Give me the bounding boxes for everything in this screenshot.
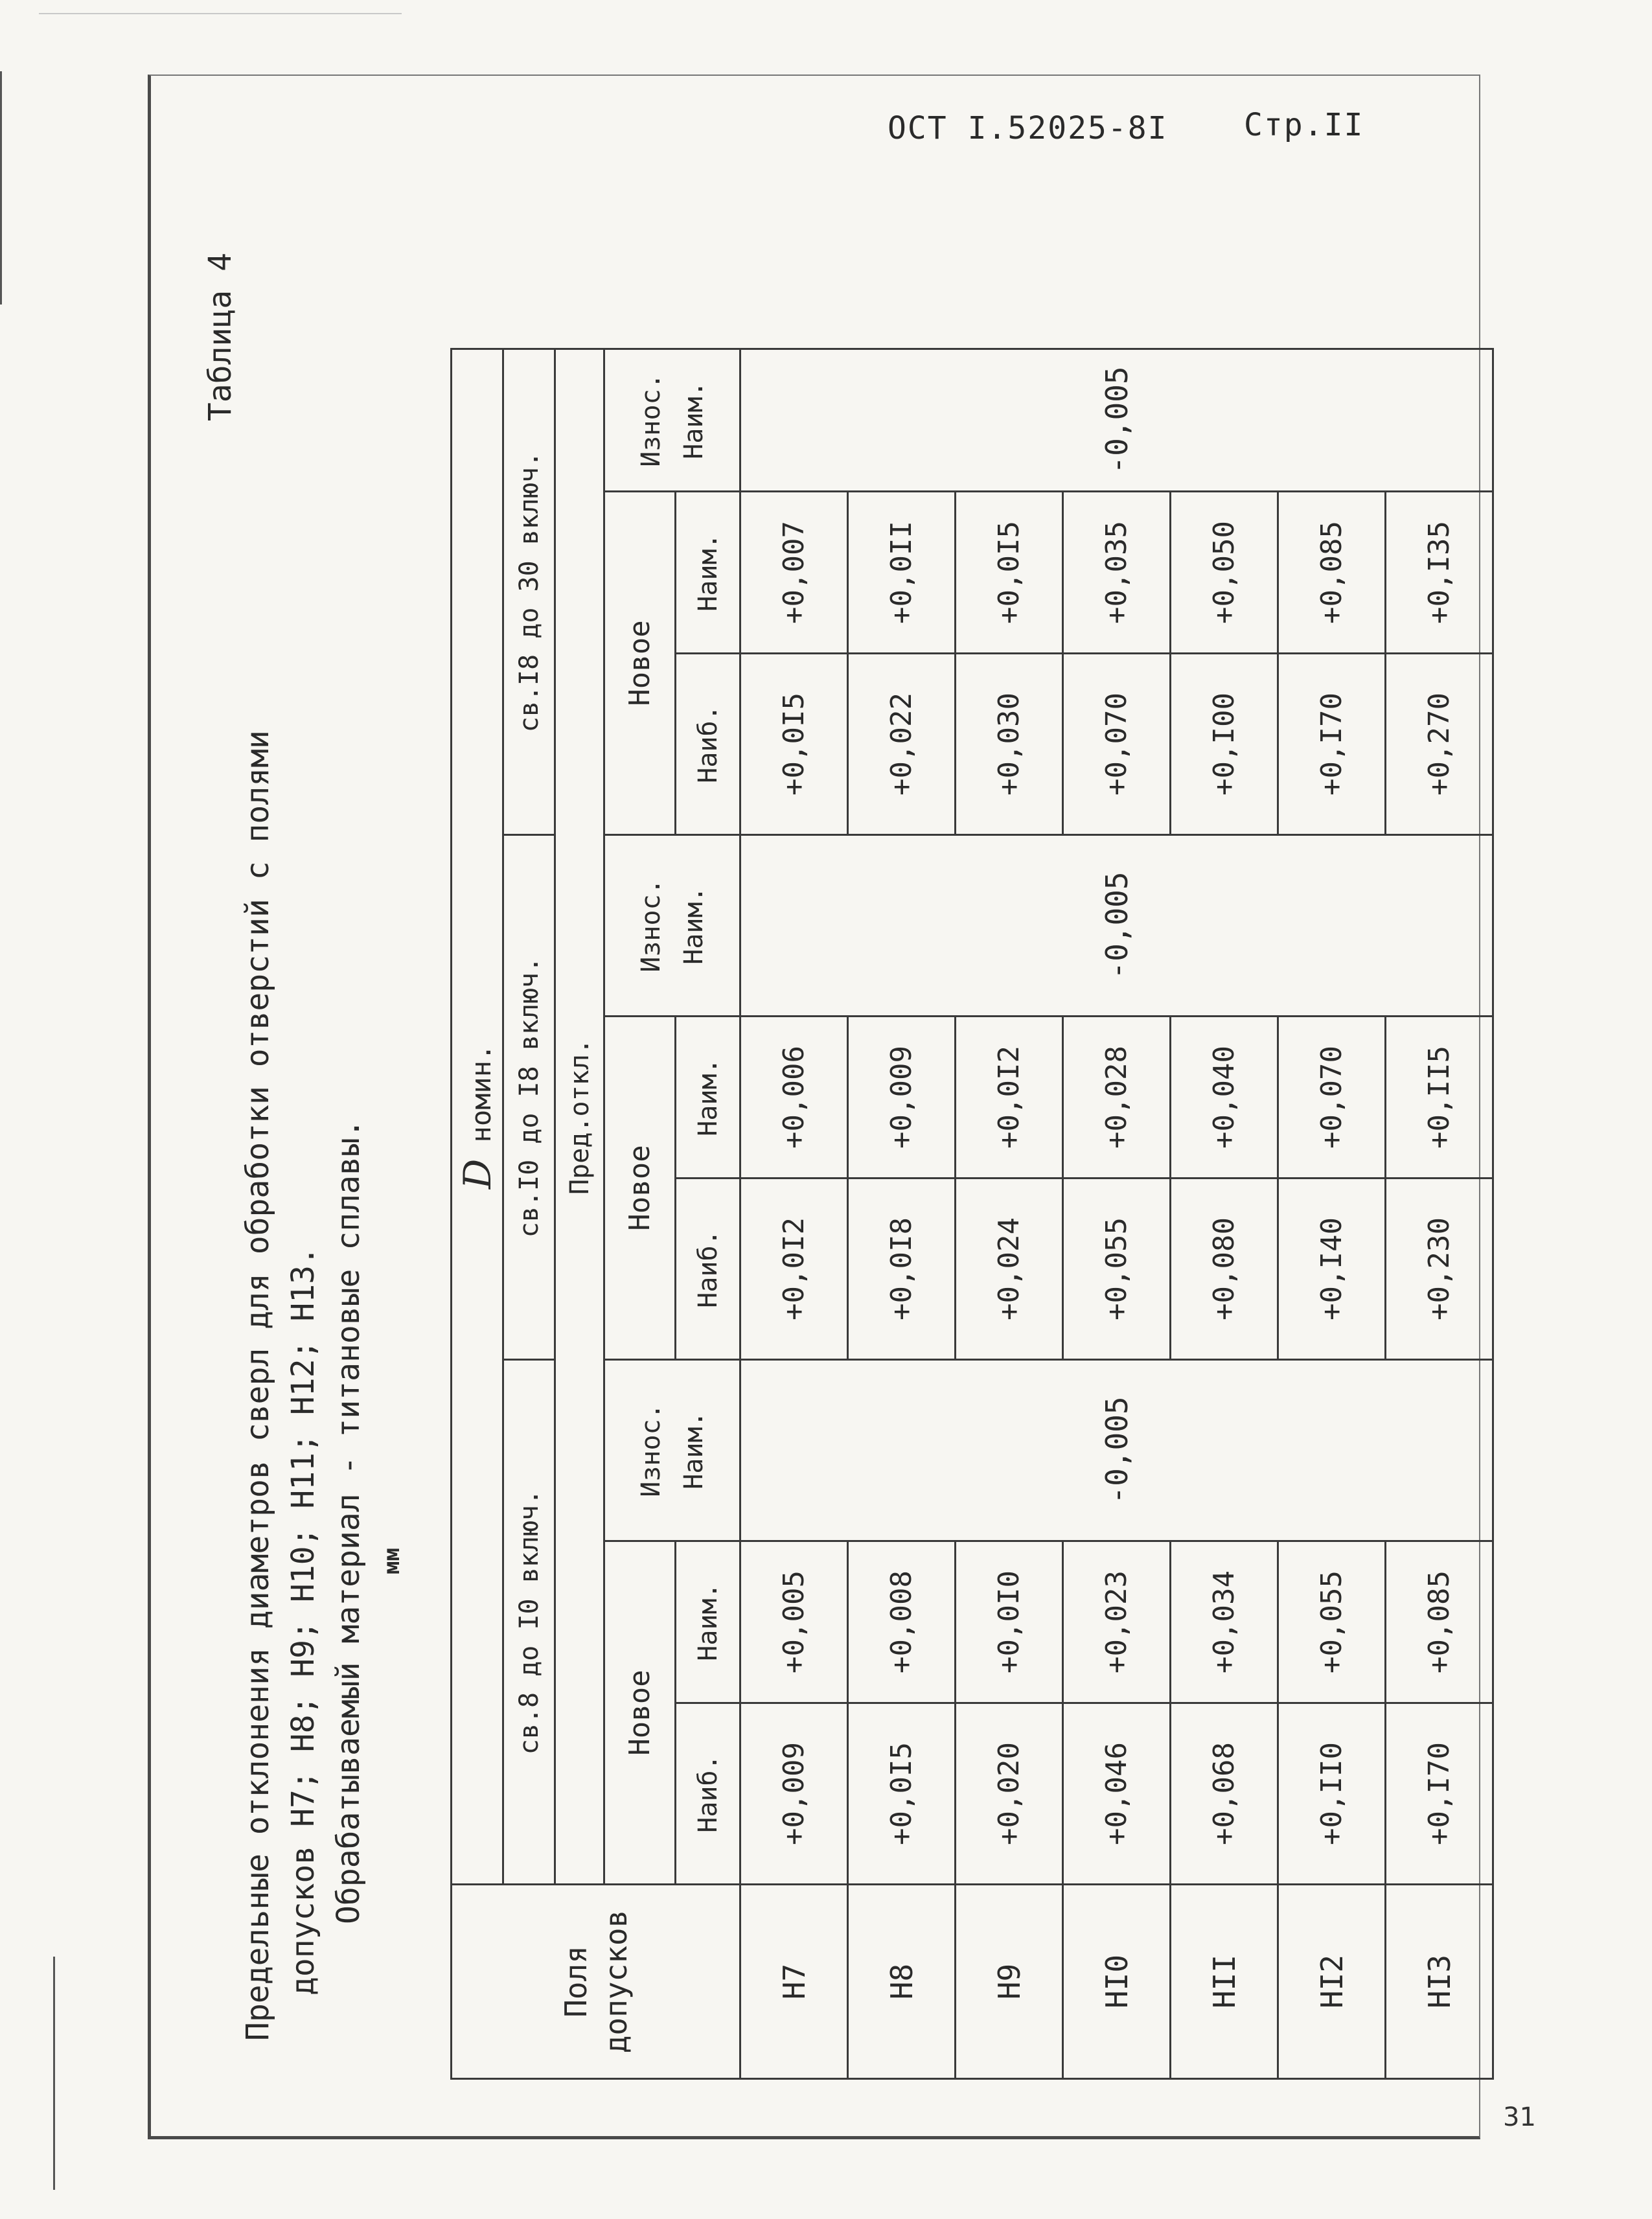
scan-edge-left	[0, 71, 2, 305]
d-symbol: D	[455, 1158, 499, 1190]
d-nominal-header	[452, 349, 503, 1885]
wear-value: -0,005	[740, 349, 1493, 492]
value-max: +0,I00	[1171, 654, 1278, 835]
tolerance-table	[450, 348, 1494, 2080]
value-max: +0,055	[1063, 1178, 1171, 1360]
caption-line-1: Предельные отклонения диаметров сверл для обработки отверстий с полями	[240, 730, 276, 2041]
units-label: мм	[379, 1548, 405, 1574]
max-header: Наиб.	[676, 1178, 740, 1360]
value-min: +0,005	[740, 1541, 848, 1703]
field-code: Н9	[956, 1885, 1063, 2079]
scan-edge-left-lower	[53, 1957, 55, 2190]
value-min: +0,085	[1278, 492, 1386, 654]
value-min: +0,034	[1171, 1541, 1278, 1703]
wear-value: -0,005	[740, 835, 1493, 1017]
value-max: +0,230	[1386, 1178, 1493, 1360]
min-header: Наим.	[676, 1541, 740, 1703]
field-header-label: Поля допусков	[558, 1909, 634, 2054]
min-header: Наим.	[676, 492, 740, 654]
field-code: НI3	[1386, 1885, 1493, 2079]
table-row	[956, 349, 1063, 2079]
wear-header-label: Износ.	[636, 879, 666, 972]
table-row	[848, 349, 956, 2079]
value-max: +0,270	[1386, 654, 1493, 835]
value-max: +0,020	[956, 1703, 1063, 1885]
value-max: +0,030	[956, 654, 1063, 835]
value-min: +0,0II	[848, 492, 956, 654]
field-code: Н7	[740, 1885, 848, 2079]
sheet-number: 31	[1503, 2102, 1536, 2132]
range-header: св.8 до I0 включ.	[503, 1360, 555, 1885]
value-min: +0,009	[848, 1017, 956, 1178]
value-max: +0,080	[1171, 1178, 1278, 1360]
value-min: +0,008	[848, 1541, 956, 1703]
field-code: НI2	[1278, 1885, 1386, 2079]
value-min: +0,085	[1386, 1541, 1493, 1703]
value-min: +0,040	[1171, 1017, 1278, 1178]
rotated-content	[202, 214, 1529, 2080]
value-min: +0,0I0	[956, 1541, 1063, 1703]
value-min: +0,023	[1063, 1541, 1171, 1703]
value-min: +0,028	[1063, 1017, 1171, 1178]
value-min: +0,070	[1278, 1017, 1386, 1178]
range-header: св.I8 до 30 включ.	[503, 349, 555, 835]
value-min: +0,035	[1063, 492, 1171, 654]
wear-header	[604, 349, 740, 492]
value-max: +0,I40	[1278, 1178, 1386, 1360]
value-max: +0,046	[1063, 1703, 1171, 1885]
wear-value: -0,005	[740, 1360, 1493, 1541]
table-body	[452, 349, 1493, 2079]
table-wrapper	[450, 348, 1494, 2080]
d-nominal-label: номин.	[465, 1044, 497, 1143]
wear-header	[604, 835, 740, 1017]
value-max: +0,0I5	[848, 1703, 956, 1885]
new-header: Новое	[604, 1541, 676, 1885]
wear-min-label: Наим.	[678, 886, 709, 965]
caption-line-3: Обрабатываемый материал - титановые сплавы.	[330, 1119, 367, 1924]
table-row	[1171, 349, 1278, 2079]
value-min: +0,0I2	[956, 1017, 1063, 1178]
deviation-header: Пред.откл.	[555, 349, 604, 1885]
field-code: НII	[1171, 1885, 1278, 2079]
wear-min-label: Наим.	[678, 381, 709, 459]
value-max: +0,0I5	[740, 654, 848, 835]
field-code: Н8	[848, 1885, 956, 2079]
wear-header-label: Износ.	[636, 1403, 666, 1497]
value-max: +0,009	[740, 1703, 848, 1885]
value-min: +0,0I5	[956, 492, 1063, 654]
standard-number: ОСТ I.52025-8I	[888, 110, 1168, 146]
caption-block	[202, 214, 453, 2080]
value-max: +0,II0	[1278, 1703, 1386, 1885]
wear-min-label: Наим.	[678, 1411, 709, 1489]
table-row	[1278, 349, 1386, 2079]
value-min: +0,007	[740, 492, 848, 654]
value-max: +0,068	[1171, 1703, 1278, 1885]
value-max: +0,0I8	[848, 1178, 956, 1360]
value-min: +0,006	[740, 1017, 848, 1178]
table-label: Таблица 4	[202, 253, 238, 422]
value-max: +0,I70	[1278, 654, 1386, 835]
value-max: +0,I70	[1386, 1703, 1493, 1885]
value-min: +0,I35	[1386, 492, 1493, 654]
value-max: +0,0I2	[740, 1178, 848, 1360]
wear-header	[604, 1360, 740, 1541]
value-max: +0,070	[1063, 654, 1171, 835]
range-header: св.I0 до I8 включ.	[503, 835, 555, 1360]
value-min: +0,055	[1278, 1541, 1386, 1703]
wear-header-label: Износ.	[636, 373, 666, 467]
value-min: +0,II5	[1386, 1017, 1493, 1178]
max-header: Наиб.	[676, 1703, 740, 1885]
new-header: Новое	[604, 1017, 676, 1360]
field-code: НI0	[1063, 1885, 1171, 2079]
table-row	[1063, 349, 1171, 2079]
table-row	[740, 349, 848, 2079]
value-max: +0,022	[848, 654, 956, 835]
page-label: Стр.II	[1244, 107, 1364, 143]
field-header	[452, 1885, 740, 2079]
max-header: Наиб.	[676, 654, 740, 835]
min-header: Наим.	[676, 1017, 740, 1178]
scan-edge-top	[39, 13, 402, 14]
caption-line-2: допусков Н7; Н8; Н9; Н10; Н11; Н12; Н13.	[285, 1247, 321, 1995]
value-min: +0,050	[1171, 492, 1278, 654]
value-max: +0,024	[956, 1178, 1063, 1360]
new-header: Новое	[604, 492, 676, 835]
table-row	[1386, 349, 1493, 2079]
